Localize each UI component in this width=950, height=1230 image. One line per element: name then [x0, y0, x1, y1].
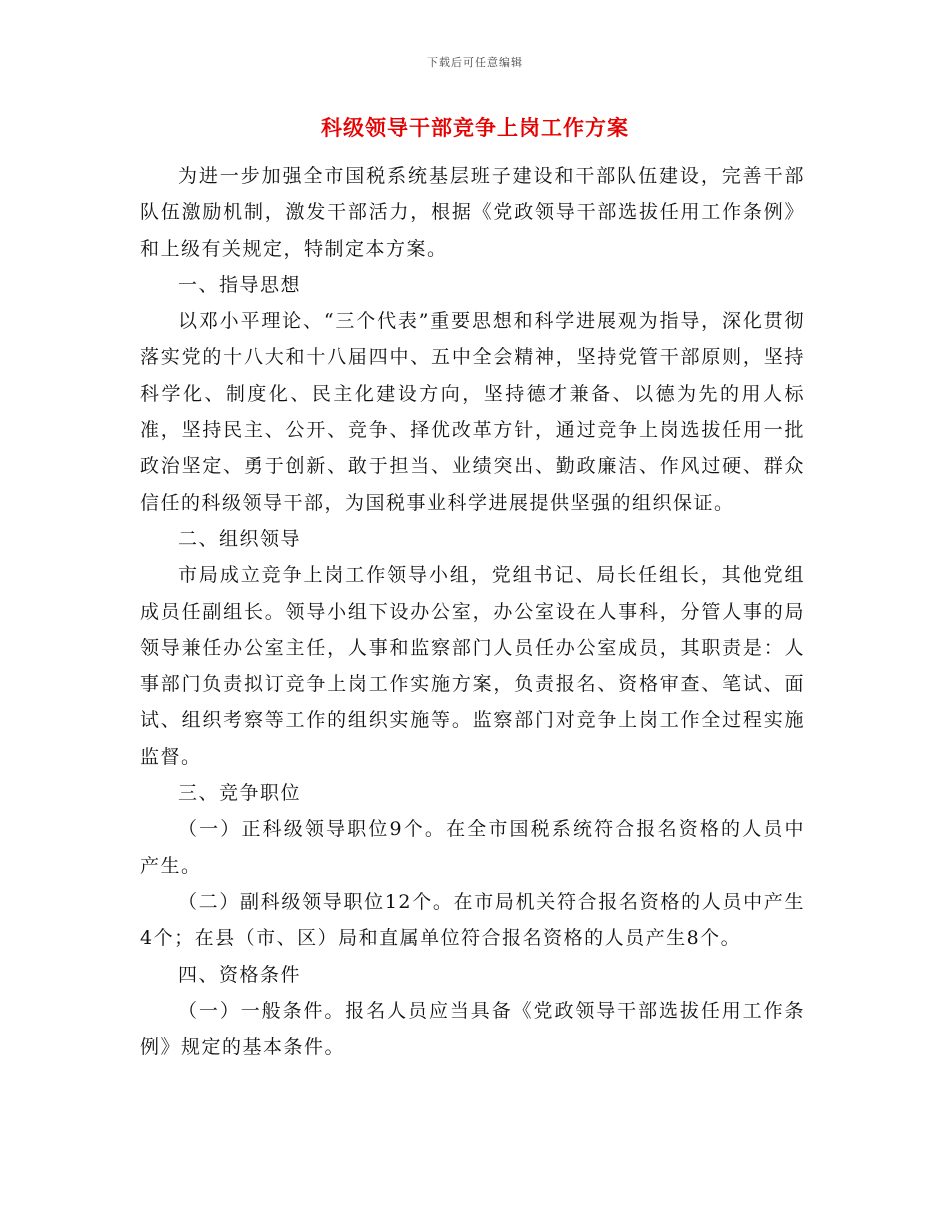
- header-note: 下载后可任意编辑: [427, 56, 523, 69]
- document-body: [140, 158, 805, 1065]
- section-heading-qualifications: 四、资格条件: [178, 963, 302, 986]
- paragraph-positions-1: （一）正科级领导职位9个。在全市国税系统符合报名资格的人员中产生。: [140, 818, 805, 877]
- paragraph-intro: 为进一步加强全市国税系统基层班子建设和干部队伍建设，完善干部队伍激励机制，激发干部活力，根据《党政领导干部选拔任用工作条例》和上级有关规定，特制定本方案。: [140, 165, 805, 260]
- paragraph-guiding-ideology: 以邓小平理论、“三个代表”重要思想和科学进展观为指导，深化贯彻落实党的十八大和十八届四中、五中全会精神，坚持党管干部原则，坚持科学化、制度化、民主化建设方向，坚持德才兼备、以德为先的用人标准，坚持民主、公开、竞争、择优改革方针，通过竞争上岗选拔任用一批政治坚定、勇于创新、敢于担当、业绩突出、勤政廉洁、作风过硬、群众信任的科级领导干部，为国税事业科学进展提供坚强的组织保证。: [140, 310, 805, 514]
- section-heading-guiding-ideology: 一、指导思想: [178, 273, 302, 296]
- section-heading-positions: 三、竞争职位: [178, 782, 302, 805]
- paragraph-organization: 市局成立竞争上岗工作领导小组，党组书记、局长任组长，其他党组成员任副组长。领导小组下设办公室，办公室设在人事科，分管人事的局领导兼任办公室主任，人事和监察部门人员任办公室成员，其职责是：人事部门负责拟订竞争上岗工作实施方案，负责报名、资格审查、笔试、面试、组织考察等工作的组织实施等。监察部门对竞争上岗工作全过程实施监督。: [140, 564, 805, 768]
- paragraph-qualifications-1: （一）一般条件。报名人员应当具备《党政领导干部选拔任用工作条例》规定的基本条件。: [140, 999, 805, 1059]
- section-heading-organization: 二、组织领导: [178, 527, 302, 550]
- paragraph-positions-2: （二）副科级领导职位12个。在市局机关符合报名资格的人员中产生4个；在县（市、区）局和直属单位符合报名资格的人员产生8个。: [140, 890, 805, 950]
- document-title: 科级领导干部竞争上岗工作方案: [321, 115, 629, 140]
